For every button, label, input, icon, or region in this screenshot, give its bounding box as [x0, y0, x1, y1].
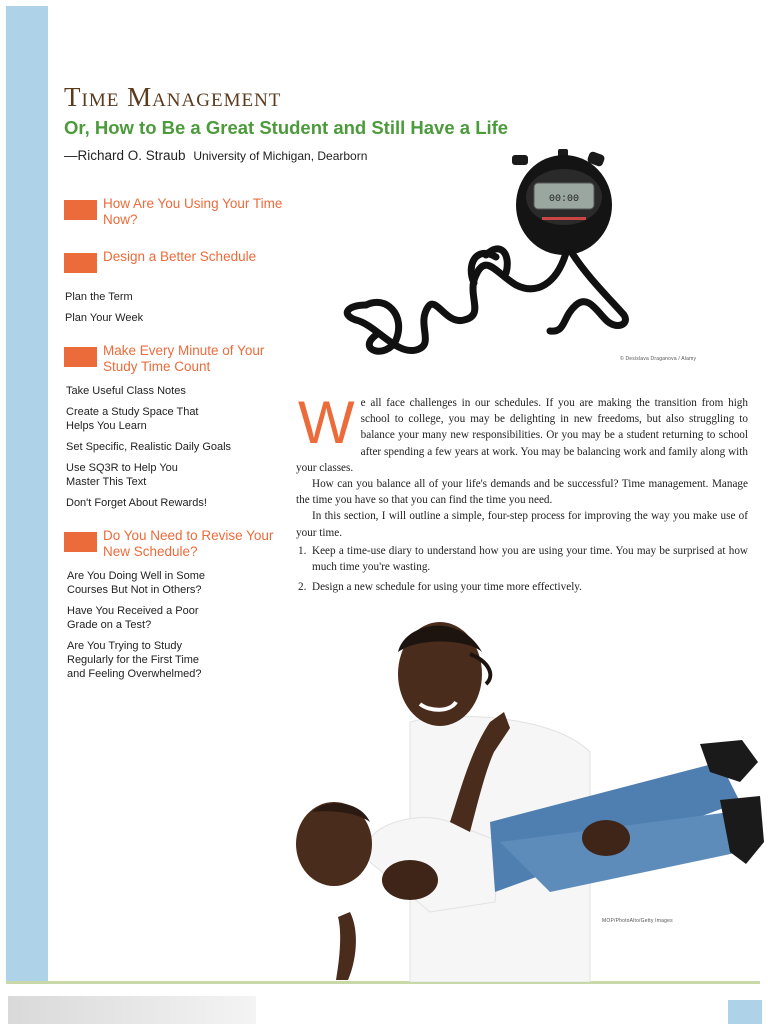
- author-affiliation: University of Michigan, Dearborn: [193, 149, 368, 163]
- stopwatch-icon: [512, 149, 612, 255]
- left-margin-strip: [6, 6, 48, 982]
- step-number: 2.: [298, 581, 307, 594]
- toc-topic: Use SQ3R to Help You Master This Text: [66, 462, 178, 488]
- section-marker-bar: [64, 200, 97, 220]
- toc-topic: Have You Received a Poor Grade on a Test?: [67, 605, 199, 631]
- section-marker-bar: [64, 532, 97, 552]
- toc-topic: Take Useful Class Notes: [66, 385, 186, 397]
- step-text: Design a new schedule for using your time more effectively.: [312, 581, 582, 594]
- family-photo-credit: MOP/PhotoAlto/Getty Images: [602, 918, 673, 924]
- intro-paragraph-3: In this section, I will outline a simple, four-step process for improving the way you make use of your time.: [296, 510, 748, 539]
- stopwatch-display: 00:00: [548, 194, 580, 205]
- author-name: —Richard O. Straub: [64, 148, 186, 163]
- next-page-edge: [8, 996, 256, 1024]
- toc-section-header: [64, 196, 284, 228]
- steps-list-item: [296, 543, 748, 575]
- intro-paragraph-1: e all face challenges in our schedules. If you are making the transition from high school to college, you may be delighting in new freedoms, but also struggling to balance your many new responsibilities. Or you may be a student returning to school after spending a few years at work. You may be balancing work and family along with your classes.: [296, 397, 748, 474]
- toc-section-title: How Are You Using Your Time Now?: [103, 196, 283, 227]
- toc-section-title: Design a Better Schedule: [103, 249, 257, 264]
- toc-section-title: Do You Need to Revise Your New Schedule?: [103, 528, 274, 559]
- toc-section-2: [64, 249, 284, 265]
- toc-section-title: Make Every Minute of Your Study Time Count: [103, 343, 265, 374]
- lanyard-cord: [347, 249, 625, 351]
- next-page-blue-edge: [728, 1000, 762, 1024]
- toc-section-header: [64, 343, 284, 375]
- man-figure: [398, 622, 590, 982]
- drop-cap: W: [298, 389, 355, 456]
- toc-topic: Plan the Term: [65, 291, 133, 303]
- toc-topic: Plan Your Week: [65, 312, 144, 324]
- toc-section-1: [64, 196, 284, 228]
- section-marker-bar: [64, 253, 97, 273]
- toc-section-header: [64, 528, 284, 560]
- section-marker-bar: [64, 347, 97, 367]
- toc-topic: Create a Study Space That Helps You Learn: [66, 406, 199, 432]
- step-number: 1.: [298, 544, 307, 557]
- step-text: Keep a time-use diary to understand how you are using your time. You may be surprised at how much time you're wasting.: [312, 544, 748, 574]
- author-line: [64, 148, 367, 163]
- steps-list: [296, 543, 748, 596]
- toc-topic: Are You Trying to Study Regularly for the First Time and Feeling Overwhelmed?: [67, 640, 202, 680]
- toc-section-4: [64, 528, 284, 560]
- intro-paragraph-2: How can you balance all of your life's demands and be successful? Time management. Manage the time you have so that you can find the time you need.: [296, 478, 748, 507]
- page-title: Time Management: [64, 82, 282, 112]
- toc-topic: Are You Doing Well in Some Courses But Not in Others?: [67, 570, 205, 596]
- page-subtitle: Or, How to Be a Great Student and Still Have a Life: [64, 117, 509, 138]
- stopwatch-photo-credit: © Desislava Draganova / Alamy: [620, 356, 697, 362]
- toc-section-header: [64, 249, 284, 265]
- steps-list-item: [296, 579, 748, 595]
- toc-section-3: [64, 343, 284, 375]
- toc-topic: Set Specific, Realistic Daily Goals: [66, 441, 232, 453]
- intro-body-text: [296, 389, 748, 599]
- stopwatch-photo: [336, 145, 636, 375]
- toc-topic: Don't Forget About Rewards!: [66, 497, 207, 509]
- man-lifting-child-photo: [290, 612, 766, 982]
